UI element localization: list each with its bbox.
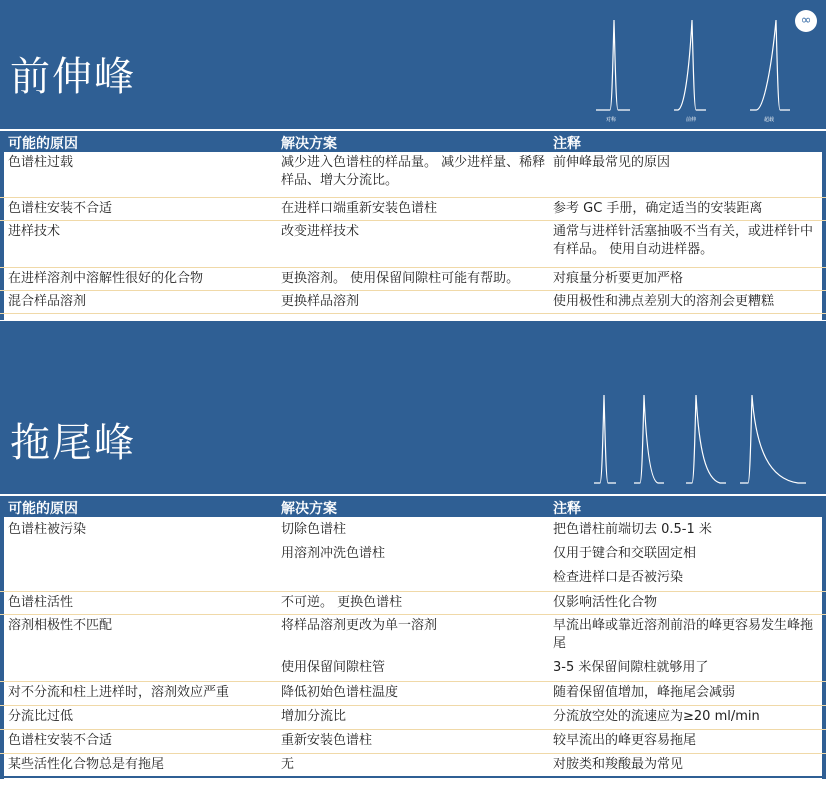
cell-note: 前伸峰最常见的原因 [553, 155, 671, 170]
cell-solution: 切除色谱柱 [281, 522, 347, 537]
cell-solution: 将样品溶剂更改为单一溶剂 [281, 618, 438, 633]
cell-note: 对胺类和羧酸最为常见 [553, 757, 684, 772]
cell-solution: 不可逆。 更换色谱柱 [281, 595, 403, 610]
table-row [0, 730, 826, 754]
cell-solution: 无 [281, 757, 295, 772]
header-solution: 解决方案 [281, 501, 337, 517]
peak-label-overload: 超载 [764, 117, 775, 123]
cell-cause: 进样技术 [8, 224, 61, 239]
cell-cause: 分流比过低 [8, 709, 74, 724]
cell-solution: 减少进入色谱柱的样品量。 减少进样量、稀释样品、增大分流比。 [281, 155, 546, 188]
cell-note: 通常与进样针活塞抽吸不当有关，或进样针中有样品。 使用自动进样器。 [553, 224, 814, 257]
table-row [0, 754, 826, 778]
cell-solution: 用溶剂冲洗色谱柱 [281, 546, 386, 561]
table-row [0, 706, 826, 730]
header-solution: 解决方案 [281, 136, 337, 152]
header-note: 注释 [553, 136, 581, 152]
section1-banner [0, 0, 826, 129]
table-row [0, 268, 826, 291]
cell-solution: 更换样品溶剂 [281, 294, 360, 309]
fronting-peaks-illustration [590, 14, 800, 127]
table-row [0, 152, 826, 198]
cell-note: 随着保留值增加，峰拖尾会减弱 [553, 685, 736, 700]
peak-tail-4 [740, 395, 806, 483]
cell-note: 较早流出的峰更容易拖尾 [553, 733, 697, 748]
cell-cause: 在进样溶剂中溶解性很好的化合物 [8, 271, 204, 286]
cell-cause: 溶剂相极性不匹配 [8, 618, 113, 633]
cell-note: 3-5 米保留间隙柱就够用了 [553, 660, 709, 675]
cell-solution: 降低初始色谱柱温度 [281, 685, 399, 700]
cell-cause: 混合样品溶剂 [8, 294, 87, 309]
section2-header-row [0, 496, 826, 517]
table-row [0, 567, 826, 592]
section2-title: 拖尾峰 [10, 420, 136, 466]
table-row [0, 519, 826, 543]
cell-solution: 增加分流比 [281, 709, 347, 724]
header-cause: 可能的原因 [8, 501, 78, 517]
table-row [0, 592, 826, 615]
cell-cause: 对不分流和柱上进样时，溶剂效应严重 [8, 685, 230, 700]
table-row [0, 682, 826, 706]
cell-cause: 色谱柱过载 [8, 155, 74, 170]
section1-title: 前伸峰 [10, 54, 136, 100]
cell-solution: 在进样口端重新安装色谱柱 [281, 201, 438, 216]
peak-overload [750, 20, 790, 110]
table-row [0, 221, 826, 268]
cell-solution: 更换溶剂。 使用保留间隙柱可能有帮助。 [281, 271, 520, 286]
cell-note: 使用极性和沸点差别大的溶剂会更糟糕 [553, 294, 775, 309]
tailing-peaks-illustration [590, 391, 810, 491]
cell-note: 参考 GC 手册，确定适当的安装距离 [553, 201, 763, 216]
cell-cause: 色谱柱被污染 [8, 522, 87, 537]
cell-cause: 色谱柱安装不合适 [8, 733, 113, 748]
cell-note: 仅影响活性化合物 [553, 595, 658, 610]
table-row [0, 198, 826, 221]
cell-solution: 使用保留间隙柱管 [281, 660, 386, 675]
peak-label-fronting: 前伸 [686, 117, 697, 123]
table-row [0, 543, 826, 567]
peak-symmetric [596, 20, 630, 110]
table-row [0, 291, 826, 314]
section2-banner [0, 321, 826, 494]
cell-solution: 重新安装色谱柱 [281, 733, 373, 748]
cell-note: 对痕量分析要更加严格 [553, 271, 684, 286]
cell-cause: 色谱柱活性 [8, 595, 74, 610]
peak-tail-2 [634, 395, 664, 483]
cell-note: 检查进样口是否被污染 [553, 570, 684, 585]
peak-label-symmetric: 对称 [606, 117, 617, 123]
section1-table [0, 152, 826, 314]
header-cause: 可能的原因 [8, 136, 78, 152]
cell-note: 早流出峰或靠近溶剂前沿的峰更容易发生峰拖尾 [553, 618, 814, 651]
header-note: 注释 [553, 501, 581, 517]
cell-cause: 色谱柱安装不合适 [8, 201, 113, 216]
cell-cause: 某些活性化合物总是有拖尾 [8, 757, 165, 772]
cell-note: 把色谱柱前端切去 0.5-1 米 [553, 522, 712, 537]
peak-tail-3 [686, 395, 726, 483]
table-row [0, 615, 826, 657]
cell-note: 分流放空处的流速应为≥20 ml/min [553, 709, 760, 724]
section2-table [0, 519, 826, 778]
cell-solution: 改变进样技术 [281, 224, 360, 239]
peak-fronting [674, 20, 706, 110]
link-icon[interactable]: ∞ [795, 10, 817, 32]
section1-header-row [0, 131, 826, 152]
peak-tail-1 [594, 395, 616, 483]
table-row [0, 657, 826, 682]
cell-note: 仅用于键合和交联固定相 [553, 546, 697, 561]
